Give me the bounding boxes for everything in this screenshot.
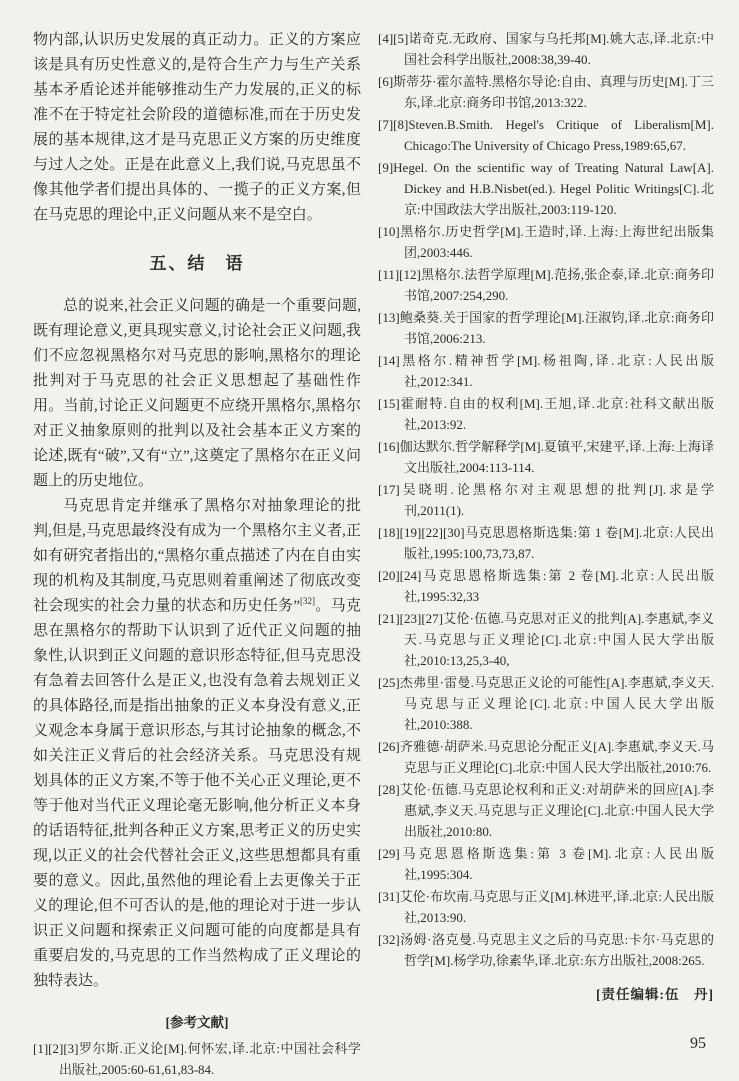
continued-paragraph: 物内部,认识历史发展的真正动力。正义的方案应该是具有历史性意义的,是符合生产力与生产关系基本矛盾论述并能够推动生产力发展的,正义的标准不在于特定社会阶段的道德标准,而在于历史发展的基本规律,这才是马克思正义方案的历史维度与过人之处。正是在此意义上,我们说,马克思虽不像其他学者们提出具体的、一揽子的正义方案,但在马克思的理论中,正义问题从来不是空白。 [33,32,361,223]
reference-item: [26]齐雅德·胡萨米.马克思论分配正义[A].李惠斌,李义天.马克思与正义理论[C].北京:中国人民大学出版社,2010:76. [378,739,714,775]
paragraph-text-segment: 。马克思在黑格尔的帮助下认识到了近代正义问题的抽象性,认识到正义问题的意识形态特征,但马克思没有急着去回答什么是正义,也没有急着去规划正义的具体路径,而是指出抽象的正义本身没有意义,正义观念本身属于意识形态,与其讨论抽象的概念,不如关注正义背后的社会经济关系。马克思没有规划具体的正义方案,不等于他不关心正义理论,更不等于他对当代正义理论毫无影响,他分析正义本身的话语特征,批判各种正义方案,思考正义的历史实现,以正义的社会代替社会正义,这些思想都具有重要的意义。因此,虽然他的理论看上去更像关于正义的理论,但不可否认的是,他的理论对于进一步认识正义问题和探索正义问题可能的向度都是具有重要启发的,马克思的工作当然构成了正义理论的独特表达。 [33,598,361,989]
reference-item: [16]伽达默尔.哲学解释学[M].夏镇平,宋建平,译.上海:上海译文出版社,2004:113-114. [378,439,714,475]
section-heading: 五、结 语 [149,254,245,273]
reference-item: [31]艾伦·布坎南.马克思与正义[M].林进平,译.北京:人民出版社,2013:90. [378,889,714,925]
reference-item: [20][24]马克思恩格斯选集:第 2 卷[M].北京:人民出版社,1995:32,33 [378,568,714,604]
reference-item: [21][23][27]艾伦·伍德.马克思对正义的批判[A].李惠斌,李义天.马克思与正义理论[C].北京:中国人民大学出版社,2010:13,25,3-40, [378,611,714,668]
reference-item: [11][12]黑格尔.法哲学原理[M].范扬,张企泰,译.北京:商务印书馆,2007:254,290. [378,267,714,303]
reference-item: [32]汤姆·洛克曼.马克思主义之后的马克思:卡尔·马克思的哲学[M].杨学功,徐素华,译.北京:东方出版社,2008:265. [378,932,714,968]
reference-item: [9]Hegel. On the scientific way of Treating Natural Law[A]. Dickey and H.B.Nisbet(ed.). Hegel Politic Writings[C].北京:中国政法大学出版社,2003:119-120. [378,160,714,217]
reference-item: [29]马克思恩格斯选集:第 3 卷[M].北京:人民出版社,1995:304. [378,846,714,882]
reference-item: [4][5]诺奇克.无政府、国家与乌托邦[M].姚大志,译.北京:中国社会科学出版社,2008:38,39-40. [378,31,714,67]
reference-item: [14]黑格尔.精神哲学[M].杨祖陶,译.北京:人民出版社,2012:341. [378,353,714,389]
reference-item: [13]鲍桑葵.关于国家的哲学理论[M].汪淑钧,译.北京:商务印书馆,2006:213. [378,310,714,346]
right-column [378,28,714,1003]
reference-item: [25]杰弗里·雷曼.马克思正义论的可能性[A].李惠斌,李义天.马克思与正义理论[C].北京:中国人民大学出版社,2010:388. [378,675,714,732]
references-heading: [参考文献] [165,1015,229,1030]
paragraph-text-segment: 马克思肯定并继承了黑格尔对抽象理论的批判,但是,马克思最终没有成为一个黑格尔主义者,正如有研究者指出的,“黑格尔重点描述了内在自由实现的机构及其制度,马克思则着重阐述了彻底改变社会现实的社会力量的状态和历史任务” [33,498,361,614]
left-column [33,28,361,1081]
conclusion-paragraph-2 [33,494,361,994]
reference-item: [7][8]Steven.B.Smith. Hegel's Critique of Liberalism[M]. Chicago:The University of Chicago Press,1989:65,67. [378,117,714,153]
reference-item: [18][19][22][30]马克思恩格斯选集:第 1 卷[M].北京:人民出版社,1995:100,73,73,87. [378,525,714,561]
reference-item: [6]斯蒂芬·霍尔盖特.黑格尔导论:自由、真理与历史[M].丁三东,译.北京:商务印书馆,2013:322. [378,74,714,110]
reference-item: [10]黑格尔.历史哲学[M].王造时,译.上海:上海世纪出版集团,2003:446. [378,224,714,260]
reference-item: [28]艾伦·伍德.马克思论权利和正义:对胡萨米的回应[A].李惠斌,李义天.马克思与正义理论[C].北京:中国人民大学出版社,2010:80. [378,782,714,839]
page-number: 95 [690,1035,706,1052]
editor-note: [责任编辑:伍 丹] [596,987,714,1002]
reference-item: [15]霍耐特.自由的权利[M].王旭,译.北京:社科文献出版社,2013:92. [378,396,714,432]
reference-item: [17]吴晓明.论黑格尔对主观思想的批判[J].求是学刊,2011(1). [378,482,714,518]
citation-superscript: [32] [300,596,316,606]
reference-item: [1][2][3]罗尔斯.正义论[M].何怀宏,译.北京:中国社会科学出版社,2005:60-61,61,83-84. [33,1041,361,1077]
conclusion-paragraph-1: 总的说来,社会正义问题的确是一个重要问题,既有理论意义,更具现实意义,讨论社会正义问题,我们不应忽视黑格尔对马克思的影响,黑格尔的理论批判对于马克思的社会正义思想起了基础性作用。当前,讨论正义问题更不应绕开黑格尔,黑格尔对正义抽象原则的批判以及社会基本正义方案的论述,既有“破”,又有“立”,这奠定了黑格尔在正义问题上的历史地位。 [33,298,361,489]
